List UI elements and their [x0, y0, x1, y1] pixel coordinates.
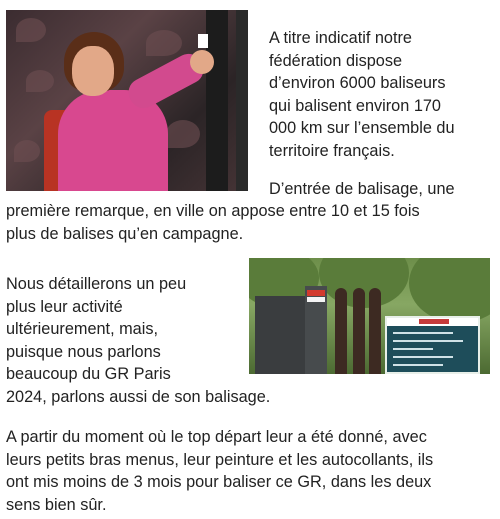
- photo-trail-marker-garden-sign: [249, 258, 490, 374]
- text-line: Nous détaillerons un peu: [6, 275, 187, 293]
- text-line: plus de balises qu’en campagne.: [6, 224, 244, 243]
- photo-woman-marking-trail: [6, 10, 248, 191]
- text-line: sens bien sûr.: [6, 495, 107, 514]
- trail-marker-sticker: [198, 34, 208, 48]
- paragraph-first-remark-b: [6, 200, 420, 245]
- paragraph-marking-duration: [6, 426, 433, 516]
- text-line: A partir du moment où le top départ leur a été donné, avec: [6, 428, 427, 446]
- text-line: ultérieurement, mais,: [6, 320, 159, 338]
- text-line: D’entrée de balisage, une: [269, 180, 455, 198]
- text-line: fédération dispose: [269, 51, 403, 70]
- text-line: puisque nous parlons: [6, 342, 161, 361]
- text-line: 000 km sur l’ensemble du: [269, 119, 455, 137]
- trail-marker-red-stripe: [307, 290, 325, 296]
- paragraph-federation: [269, 27, 455, 162]
- garden-sign: [385, 316, 480, 374]
- paragraph-first-remark-a: [269, 178, 455, 201]
- text-line: beaucoup du GR Paris: [6, 365, 171, 383]
- text-line: première remarque, en ville on appose entre 10 et 15 fois: [6, 202, 420, 220]
- paragraph-gr-paris: [6, 273, 270, 408]
- text-line: territoire français.: [269, 141, 395, 160]
- text-line: d’environ 6000 baliseurs: [269, 74, 446, 92]
- trail-marker-white-stripe: [307, 297, 325, 302]
- text-line: plus leur activité: [6, 297, 123, 316]
- text-line: qui balisent environ 170: [269, 96, 441, 115]
- text-line: 2024, parlons aussi de son balisage.: [6, 387, 271, 406]
- text-line: leurs petits bras menus, leur peinture et les autocollants, ils: [6, 450, 434, 469]
- text-line: ont mis moins de 3 mois pour baliser ce GR, dans les deux: [6, 473, 432, 491]
- text-line: A titre indicatif notre: [269, 29, 412, 47]
